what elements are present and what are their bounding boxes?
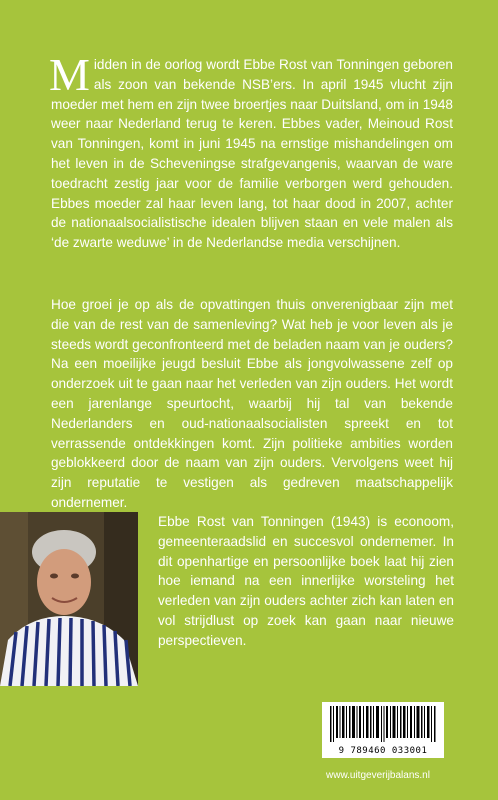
barcode-icon (328, 706, 438, 742)
author-photo (0, 512, 138, 686)
drop-cap: M (49, 49, 90, 100)
barcode (322, 702, 444, 758)
isbn-number: 9 789460 033001 (338, 746, 428, 756)
publisher-website[interactable]: www.uitgeverijbalans.nl (326, 770, 430, 781)
blurb-paragraph-1-text: idden in de oorlog wordt Ebbe Rost van Tonningen geboren als zoon van bekende NSB’ers. In april 1945 vlucht zijn moeder met hem en zijn twee broertjes naar Duitsland, om in 1948 weer naar Nederland terug te keren. Ebbes vader, Meinoud Rost van Tonningen, komt in juni 1945 na ernstige mishandelingen om het leven in de Scheveningse strafgevangenis, waarvan de ware toedracht zestig jaar voor de familie verborgen werd gehouden. Ebbes moeder zal haar leven lang, tot haar dood in 2007, achter de nationaalsocialistische idealen blijven staan en vele malen als ‘de zwarte weduwe’ in de Nederlandse media verschijnen. (51, 57, 453, 251)
author-portrait-icon (0, 512, 138, 686)
blurb-paragraph-2: Hoe groei je op als de opvattingen thuis onverenigbaar zijn met die van de rest van de samenleving? Wat heb je voor leven als je steeds wordt geconfronteerd met de beladen naam van je ouders? Na een moeilijke jeugd besluit Ebbe als jongvolwassene zelf op onderzoek uit te gaan naar het verleden van zijn ouders. Het wordt een jarenlange speurtocht, waarbij hij tal van bekende Nederlanders en oud-nationaalsocialisten spreekt en tot verrassende ontdekkingen komt. Zijn politieke ambities worden geblokkeerd door de naam van zijn ouders. Vervolgens weet hij zijn reputatie te vestigen als gedreven maatschappelijk ondernemer. (51, 297, 453, 510)
author-bio: Ebbe Rost van Tonningen (1943) is econoom, gemeenteraadslid en succesvol ondernemer. In dit openhartige en persoonlijke boek laat hij zien hoe iemand na een innerlijke worsteling het verleden van zijn ouders achter zich kan laten en vol strijdlust op zoek kan gaan naar nieuwe perspectieven. (158, 514, 454, 648)
blurb-paragraph-1 (49, 49, 453, 253)
